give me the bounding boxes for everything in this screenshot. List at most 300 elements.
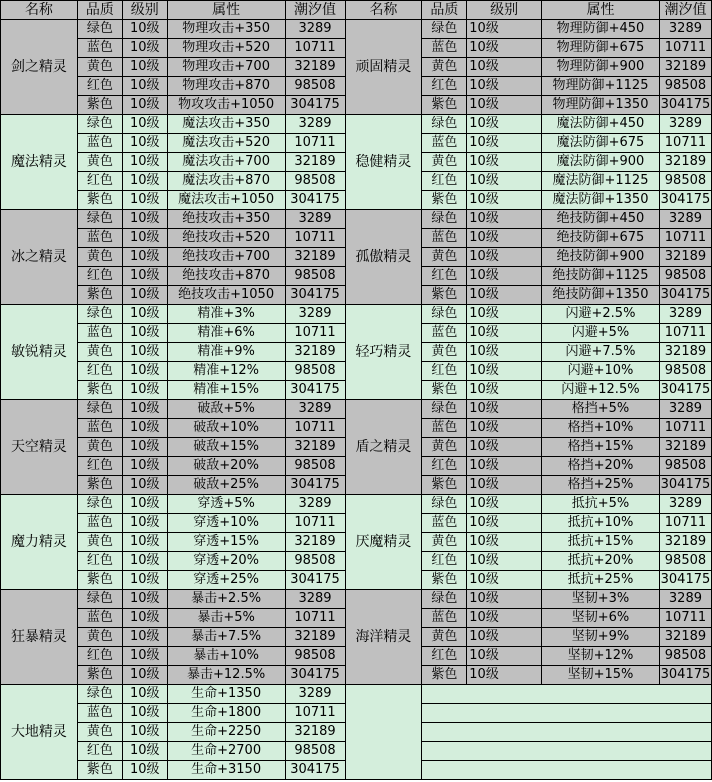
level-cell: 10级 — [122, 229, 167, 248]
quality-cell: 红色 — [422, 172, 467, 191]
attribute-cell: 魔法攻击+520 — [167, 134, 285, 153]
quality-cell: 红色 — [422, 647, 467, 666]
attribute-cell: 抵抗+20% — [542, 552, 660, 571]
attribute-cell: 物理防御+450 — [542, 20, 660, 39]
attribute-cell: 破敌+5% — [167, 400, 285, 419]
header-row — [1, 1, 712, 20]
attribute-cell: 物理攻击+870 — [167, 77, 285, 96]
tide-value-cell: 98508 — [285, 267, 345, 286]
attribute-cell: 暴击+10% — [167, 647, 285, 666]
level-cell: 10级 — [467, 400, 542, 419]
tide-value-cell: 3289 — [285, 495, 345, 514]
quality-cell: 蓝色 — [77, 134, 122, 153]
quality-cell: 绿色 — [77, 495, 122, 514]
tide-value-cell: 32189 — [285, 628, 345, 647]
quality-cell: 紫色 — [77, 191, 122, 210]
quality-cell: 绿色 — [422, 305, 467, 324]
quality-cell: 黄色 — [77, 248, 122, 267]
attribute-cell: 物理攻击+520 — [167, 39, 285, 58]
quality-cell: 绿色 — [77, 115, 122, 134]
table-row — [1, 210, 712, 229]
quality-cell: 紫色 — [422, 476, 467, 495]
attribute-cell: 格挡+10% — [542, 419, 660, 438]
tide-value-cell: 3289 — [285, 210, 345, 229]
tide-value-cell: 304175 — [659, 381, 711, 400]
level-cell: 10级 — [122, 210, 167, 229]
attribute-cell: 物理防御+675 — [542, 39, 660, 58]
header-name: 名称 — [345, 1, 422, 20]
level-cell: 10级 — [122, 324, 167, 343]
tide-value-cell: 98508 — [659, 457, 711, 476]
attribute-cell: 绝技防御+1350 — [542, 286, 660, 305]
level-cell: 10级 — [122, 514, 167, 533]
level-cell: 10级 — [122, 191, 167, 210]
quality-cell: 红色 — [77, 267, 122, 286]
spirit-name: 大地精灵 — [1, 685, 78, 780]
tide-value-cell: 10711 — [285, 324, 345, 343]
quality-cell: 红色 — [77, 172, 122, 191]
level-cell: 10级 — [467, 419, 542, 438]
level-cell: 10级 — [467, 305, 542, 324]
tide-value-cell: 32189 — [285, 723, 345, 742]
attribute-cell: 绝技攻击+870 — [167, 267, 285, 286]
tide-value-cell: 304175 — [285, 571, 345, 590]
tide-value-cell: 10711 — [285, 39, 345, 58]
tide-value-cell: 304175 — [285, 191, 345, 210]
level-cell: 10级 — [467, 58, 542, 77]
quality-cell: 绿色 — [422, 495, 467, 514]
level-cell: 10级 — [467, 77, 542, 96]
quality-cell: 绿色 — [77, 400, 122, 419]
tide-value-cell: 304175 — [659, 666, 711, 685]
quality-cell: 紫色 — [422, 96, 467, 115]
tide-value-cell: 3289 — [659, 400, 711, 419]
attribute-cell: 暴击+5% — [167, 609, 285, 628]
level-cell: 10级 — [122, 571, 167, 590]
level-cell: 10级 — [122, 704, 167, 723]
level-cell: 10级 — [467, 628, 542, 647]
attribute-cell: 破敌+15% — [167, 438, 285, 457]
tide-value-cell: 98508 — [659, 172, 711, 191]
level-cell: 10级 — [122, 533, 167, 552]
attribute-cell: 魔法防御+900 — [542, 153, 660, 172]
tide-value-cell: 3289 — [659, 495, 711, 514]
attribute-cell: 魔法防御+1125 — [542, 172, 660, 191]
tide-value-cell: 32189 — [659, 153, 711, 172]
attribute-cell: 抵抗+5% — [542, 495, 660, 514]
spirit-name: 厌魔精灵 — [345, 495, 422, 590]
quality-cell: 紫色 — [422, 666, 467, 685]
level-cell: 10级 — [467, 153, 542, 172]
quality-cell: 黄色 — [422, 248, 467, 267]
level-cell: 10级 — [467, 552, 542, 571]
level-cell: 10级 — [122, 267, 167, 286]
attribute-cell: 精准+6% — [167, 324, 285, 343]
tide-value-cell: 3289 — [285, 400, 345, 419]
tide-value-cell: 10711 — [285, 419, 345, 438]
quality-cell: 蓝色 — [77, 39, 122, 58]
tide-value-cell: 98508 — [659, 647, 711, 666]
tide-value-cell: 32189 — [285, 153, 345, 172]
attribute-cell: 绝技防御+675 — [542, 229, 660, 248]
level-cell: 10级 — [122, 115, 167, 134]
tide-value-cell: 304175 — [659, 191, 711, 210]
quality-cell: 紫色 — [77, 571, 122, 590]
level-cell: 10级 — [122, 39, 167, 58]
attribute-cell: 破敌+25% — [167, 476, 285, 495]
quality-cell: 紫色 — [77, 476, 122, 495]
level-cell: 10级 — [467, 343, 542, 362]
header-quality: 品质 — [422, 1, 467, 20]
quality-cell: 蓝色 — [77, 419, 122, 438]
quality-cell: 红色 — [77, 742, 122, 761]
attribute-cell: 坚韧+15% — [542, 666, 660, 685]
tide-value-cell: 304175 — [285, 666, 345, 685]
level-cell: 10级 — [122, 419, 167, 438]
level-cell: 10级 — [467, 229, 542, 248]
empty-cell — [422, 685, 712, 704]
quality-cell: 红色 — [77, 457, 122, 476]
level-cell: 10级 — [467, 438, 542, 457]
level-cell: 10级 — [122, 438, 167, 457]
level-cell: 10级 — [122, 305, 167, 324]
quality-cell: 黄色 — [422, 153, 467, 172]
tide-value-cell: 304175 — [659, 286, 711, 305]
tide-value-cell: 10711 — [285, 704, 345, 723]
spirit-name: 顽固精灵 — [345, 20, 422, 115]
empty-name-cell — [345, 685, 422, 780]
empty-cell — [422, 742, 712, 761]
attribute-cell: 精准+12% — [167, 362, 285, 381]
quality-cell: 黄色 — [77, 628, 122, 647]
header-name: 名称 — [1, 1, 78, 20]
level-cell: 10级 — [467, 191, 542, 210]
quality-cell: 绿色 — [77, 20, 122, 39]
attribute-cell: 魔法攻击+350 — [167, 115, 285, 134]
level-cell: 10级 — [467, 590, 542, 609]
attribute-cell: 绝技攻击+520 — [167, 229, 285, 248]
tide-value-cell: 98508 — [285, 172, 345, 191]
attribute-cell: 抵抗+15% — [542, 533, 660, 552]
attribute-cell: 闪避+10% — [542, 362, 660, 381]
tide-value-cell: 3289 — [285, 590, 345, 609]
tide-value-cell: 3289 — [659, 305, 711, 324]
quality-cell: 绿色 — [422, 400, 467, 419]
quality-cell: 蓝色 — [422, 39, 467, 58]
level-cell: 10级 — [467, 647, 542, 666]
tide-value-cell: 304175 — [285, 761, 345, 780]
attribute-cell: 绝技防御+450 — [542, 210, 660, 229]
tide-value-cell: 98508 — [285, 552, 345, 571]
quality-cell: 红色 — [77, 362, 122, 381]
level-cell: 10级 — [467, 172, 542, 191]
attribute-cell: 格挡+15% — [542, 438, 660, 457]
quality-cell: 红色 — [422, 457, 467, 476]
tide-value-cell: 32189 — [285, 58, 345, 77]
attribute-cell: 物理攻击+350 — [167, 20, 285, 39]
level-cell: 10级 — [122, 761, 167, 780]
quality-cell: 绿色 — [77, 210, 122, 229]
quality-cell: 绿色 — [422, 115, 467, 134]
quality-cell: 黄色 — [422, 343, 467, 362]
attribute-cell: 穿透+10% — [167, 514, 285, 533]
tide-value-cell: 10711 — [659, 324, 711, 343]
tide-value-cell: 32189 — [285, 343, 345, 362]
quality-cell: 紫色 — [422, 286, 467, 305]
attribute-cell: 抵抗+10% — [542, 514, 660, 533]
quality-cell: 红色 — [422, 552, 467, 571]
header-level: 级别 — [467, 1, 542, 20]
tide-value-cell: 10711 — [659, 609, 711, 628]
level-cell: 10级 — [122, 609, 167, 628]
tide-value-cell: 98508 — [285, 457, 345, 476]
quality-cell: 蓝色 — [77, 704, 122, 723]
level-cell: 10级 — [467, 134, 542, 153]
spirit-name: 海洋精灵 — [345, 590, 422, 685]
quality-cell: 黄色 — [422, 533, 467, 552]
level-cell: 10级 — [122, 343, 167, 362]
attribute-cell: 生命+2250 — [167, 723, 285, 742]
spirit-name: 魔法精灵 — [1, 115, 78, 210]
level-cell: 10级 — [467, 666, 542, 685]
attribute-cell: 生命+1800 — [167, 704, 285, 723]
quality-cell: 蓝色 — [77, 324, 122, 343]
tide-value-cell: 304175 — [659, 571, 711, 590]
attribute-cell: 物攻攻击+1050 — [167, 96, 285, 115]
level-cell: 10级 — [467, 267, 542, 286]
quality-cell: 蓝色 — [422, 609, 467, 628]
quality-cell: 绿色 — [77, 305, 122, 324]
level-cell: 10级 — [122, 666, 167, 685]
attribute-cell: 穿透+20% — [167, 552, 285, 571]
attribute-cell: 精准+3% — [167, 305, 285, 324]
tide-value-cell: 304175 — [285, 381, 345, 400]
attribute-cell: 坚韧+9% — [542, 628, 660, 647]
level-cell: 10级 — [122, 362, 167, 381]
tide-value-cell: 3289 — [659, 115, 711, 134]
attribute-cell: 闪避+5% — [542, 324, 660, 343]
level-cell: 10级 — [467, 248, 542, 267]
quality-cell: 黄色 — [77, 723, 122, 742]
quality-cell: 紫色 — [77, 761, 122, 780]
level-cell: 10级 — [122, 476, 167, 495]
level-cell: 10级 — [122, 381, 167, 400]
attribute-cell: 精准+9% — [167, 343, 285, 362]
tide-value-cell: 98508 — [659, 552, 711, 571]
level-cell: 10级 — [467, 210, 542, 229]
quality-cell: 蓝色 — [422, 229, 467, 248]
attribute-cell: 绝技攻击+350 — [167, 210, 285, 229]
empty-cell — [422, 761, 712, 780]
tide-value-cell: 32189 — [285, 248, 345, 267]
attribute-cell: 穿透+25% — [167, 571, 285, 590]
tide-value-cell: 32189 — [659, 438, 711, 457]
level-cell: 10级 — [467, 20, 542, 39]
quality-cell: 红色 — [77, 77, 122, 96]
attribute-cell: 格挡+25% — [542, 476, 660, 495]
level-cell: 10级 — [467, 362, 542, 381]
quality-cell: 黄色 — [77, 438, 122, 457]
attribute-cell: 抵抗+25% — [542, 571, 660, 590]
table-row — [1, 400, 712, 419]
quality-cell: 蓝色 — [422, 134, 467, 153]
level-cell: 10级 — [122, 457, 167, 476]
tide-value-cell: 98508 — [285, 742, 345, 761]
tide-value-cell: 32189 — [285, 533, 345, 552]
quality-cell: 绿色 — [77, 590, 122, 609]
level-cell: 10级 — [122, 153, 167, 172]
level-cell: 10级 — [467, 286, 542, 305]
quality-cell: 蓝色 — [77, 609, 122, 628]
level-cell: 10级 — [122, 77, 167, 96]
tide-value-cell: 3289 — [285, 685, 345, 704]
tide-value-cell: 3289 — [659, 210, 711, 229]
quality-cell: 绿色 — [77, 685, 122, 704]
spirit-name: 狂暴精灵 — [1, 590, 78, 685]
table-row — [1, 685, 712, 704]
tide-value-cell: 10711 — [285, 514, 345, 533]
attribute-cell: 坚韧+3% — [542, 590, 660, 609]
tide-value-cell: 3289 — [285, 115, 345, 134]
attribute-cell: 格挡+5% — [542, 400, 660, 419]
attribute-cell: 绝技攻击+700 — [167, 248, 285, 267]
quality-cell: 紫色 — [77, 666, 122, 685]
quality-cell: 蓝色 — [422, 419, 467, 438]
attribute-cell: 物理防御+1125 — [542, 77, 660, 96]
level-cell: 10级 — [122, 96, 167, 115]
spirit-name: 魔力精灵 — [1, 495, 78, 590]
quality-cell: 蓝色 — [422, 324, 467, 343]
empty-cell — [422, 723, 712, 742]
attribute-cell: 魔法攻击+1050 — [167, 191, 285, 210]
attribute-cell: 魔法防御+1350 — [542, 191, 660, 210]
attribute-cell: 物理防御+900 — [542, 58, 660, 77]
quality-cell: 黄色 — [77, 153, 122, 172]
quality-cell: 紫色 — [422, 191, 467, 210]
attribute-cell: 生命+2700 — [167, 742, 285, 761]
attribute-cell: 坚韧+6% — [542, 609, 660, 628]
tide-value-cell: 304175 — [659, 476, 711, 495]
attribute-cell: 物理攻击+700 — [167, 58, 285, 77]
level-cell: 10级 — [122, 134, 167, 153]
quality-cell: 黄色 — [77, 343, 122, 362]
spirit-name: 孤傲精灵 — [345, 210, 422, 305]
header-tide-value: 潮汐值 — [659, 1, 711, 20]
header-quality: 品质 — [77, 1, 122, 20]
tide-value-cell: 304175 — [285, 96, 345, 115]
level-cell: 10级 — [122, 495, 167, 514]
empty-cell — [422, 704, 712, 723]
attribute-cell: 暴击+2.5% — [167, 590, 285, 609]
quality-cell: 黄色 — [422, 438, 467, 457]
attribute-cell: 暴击+7.5% — [167, 628, 285, 647]
quality-cell: 绿色 — [422, 590, 467, 609]
level-cell: 10级 — [467, 457, 542, 476]
attribute-cell: 暴击+12.5% — [167, 666, 285, 685]
table-row — [1, 495, 712, 514]
tide-value-cell: 10711 — [659, 514, 711, 533]
attribute-cell: 闪避+12.5% — [542, 381, 660, 400]
tide-value-cell: 98508 — [659, 77, 711, 96]
level-cell: 10级 — [467, 115, 542, 134]
attribute-cell: 生命+3150 — [167, 761, 285, 780]
level-cell: 10级 — [122, 400, 167, 419]
attribute-cell: 绝技攻击+1050 — [167, 286, 285, 305]
attribute-cell: 穿透+5% — [167, 495, 285, 514]
quality-cell: 绿色 — [422, 210, 467, 229]
tide-value-cell: 32189 — [659, 58, 711, 77]
table-row — [1, 20, 712, 39]
attribute-cell: 精准+15% — [167, 381, 285, 400]
attribute-cell: 绝技防御+900 — [542, 248, 660, 267]
quality-cell: 紫色 — [77, 286, 122, 305]
header-tide-value: 潮汐值 — [285, 1, 345, 20]
tide-value-cell: 32189 — [659, 533, 711, 552]
level-cell: 10级 — [122, 58, 167, 77]
spirit-name: 盾之精灵 — [345, 400, 422, 495]
tide-value-cell: 10711 — [285, 134, 345, 153]
level-cell: 10级 — [467, 533, 542, 552]
level-cell: 10级 — [467, 39, 542, 58]
spirit-name: 稳健精灵 — [345, 115, 422, 210]
tide-value-cell: 10711 — [285, 229, 345, 248]
level-cell: 10级 — [122, 20, 167, 39]
attribute-cell: 穿透+15% — [167, 533, 285, 552]
tide-value-cell: 98508 — [659, 267, 711, 286]
quality-cell: 黄色 — [422, 628, 467, 647]
level-cell: 10级 — [467, 571, 542, 590]
level-cell: 10级 — [122, 647, 167, 666]
level-cell: 10级 — [467, 381, 542, 400]
tide-value-cell: 3289 — [285, 305, 345, 324]
quality-cell: 红色 — [422, 267, 467, 286]
attribute-cell: 闪避+7.5% — [542, 343, 660, 362]
attribute-cell: 生命+1350 — [167, 685, 285, 704]
quality-cell: 红色 — [77, 647, 122, 666]
level-cell: 10级 — [122, 685, 167, 704]
tide-value-cell: 304175 — [285, 476, 345, 495]
quality-cell: 蓝色 — [422, 514, 467, 533]
tide-value-cell: 3289 — [659, 20, 711, 39]
tide-value-cell: 32189 — [659, 628, 711, 647]
tide-value-cell: 98508 — [285, 362, 345, 381]
level-cell: 10级 — [122, 628, 167, 647]
attribute-cell: 坚韧+12% — [542, 647, 660, 666]
spirit-name: 剑之精灵 — [1, 20, 78, 115]
quality-cell: 蓝色 — [77, 229, 122, 248]
spirit-name: 敏锐精灵 — [1, 305, 78, 400]
quality-cell: 紫色 — [422, 571, 467, 590]
table-row — [1, 115, 712, 134]
tide-value-cell: 10711 — [659, 134, 711, 153]
quality-cell: 紫色 — [77, 96, 122, 115]
tide-value-cell: 10711 — [285, 609, 345, 628]
header-level: 级别 — [122, 1, 167, 20]
level-cell: 10级 — [122, 286, 167, 305]
tide-value-cell: 98508 — [285, 647, 345, 666]
attribute-cell: 魔法攻击+700 — [167, 153, 285, 172]
tide-value-cell: 304175 — [285, 286, 345, 305]
level-cell: 10级 — [122, 248, 167, 267]
level-cell: 10级 — [467, 495, 542, 514]
level-cell: 10级 — [122, 590, 167, 609]
attribute-cell: 绝技防御+1125 — [542, 267, 660, 286]
tide-value-cell: 3289 — [659, 590, 711, 609]
attribute-cell: 魔法防御+450 — [542, 115, 660, 134]
attribute-cell: 格挡+20% — [542, 457, 660, 476]
tide-value-cell: 32189 — [659, 248, 711, 267]
spirit-name: 冰之精灵 — [1, 210, 78, 305]
